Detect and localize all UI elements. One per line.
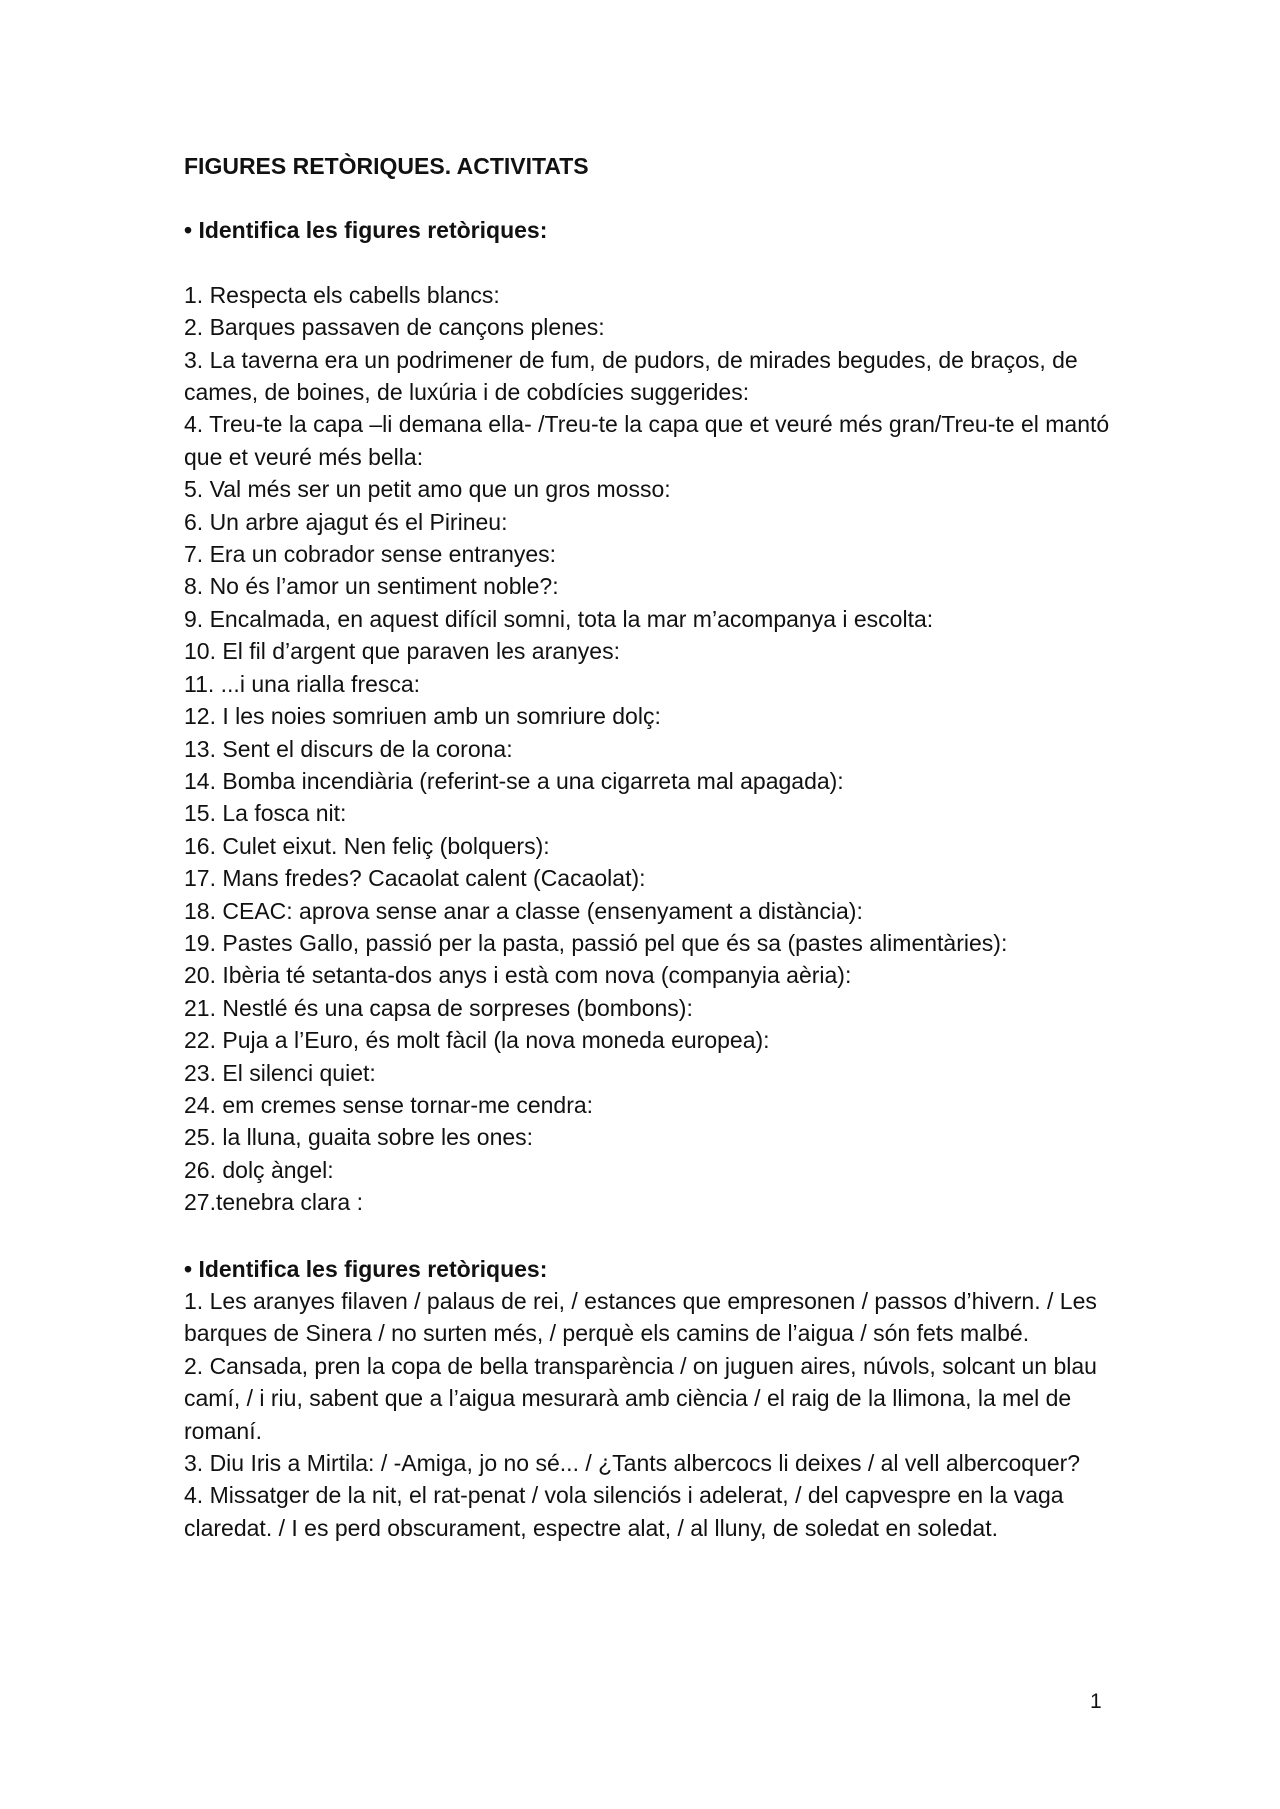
list-item: 6. Un arbre ajagut és el Pirineu: xyxy=(184,508,508,535)
section-1 xyxy=(184,214,1124,1218)
list-item: 25. la lluna, guaita sobre les ones: xyxy=(184,1124,534,1151)
list-item: 24. em cremes sense tornar-me cendra: xyxy=(184,1091,594,1118)
list-item: 2. Cansada, pren la copa de bella transparència / on juguen aires, núvols, solcant un blau camí, / i riu, sabent que a l’aigua mesurarà amb ciència / el raig de la llimona, la mel de romaní. xyxy=(184,1352,1097,1444)
list-item: 21. Nestlé és una capsa de sorpreses (bombons): xyxy=(184,994,693,1021)
list-item: 8. No és l’amor un sentiment noble?: xyxy=(184,573,559,600)
section-2-heading: • Identifica les figures retòriques: xyxy=(184,1255,548,1282)
list-item: 14. Bomba incendiària (referint-se a una cigarreta mal apagada): xyxy=(184,767,844,794)
page-number: 1 xyxy=(1090,1690,1102,1713)
list-item: 1. Les aranyes filaven / palaus de rei, / estances que empresonen / passos d’hivern. / Les barques de Sinera / no surten més, / perquè els camins de l’aigua / són fets malbé. xyxy=(184,1288,1097,1347)
list-item: 18. CEAC: aprova sense anar a classe (ensenyament a distància): xyxy=(184,897,863,924)
document-title: FIGURES RETÒRIQUES. ACTIVITATS xyxy=(184,153,589,179)
list-item: 3. La taverna era un podrimener de fum, de pudors, de mirades begudes, de braços, de cames, de boines, de luxúria i de cobdícies suggerides: xyxy=(184,346,1078,406)
list-item: 19. Pastes Gallo, passió per la pasta, passió pel que és sa (pastes alimentàries): xyxy=(184,929,1008,956)
document-page xyxy=(184,150,1124,1544)
list-item: 13. Sent el discurs de la corona: xyxy=(184,735,513,762)
list-item: 27.tenebra clara : xyxy=(184,1189,364,1216)
section-1-heading: • Identifica les figures retòriques: xyxy=(184,217,548,244)
list-item: 16. Culet eixut. Nen feliç (bolquers): xyxy=(184,832,550,859)
list-item: 23. El silenci quiet: xyxy=(184,1059,376,1086)
list-item: 3. Diu Iris a Mirtila: / -Amiga, jo no sé... / ¿Tants albercocs li deixes / al vell albercoquer? xyxy=(184,1450,1081,1477)
list-item: 12. I les noies somriuen amb un somriure dolç: xyxy=(184,703,661,730)
list-item: 9. Encalmada, en aquest difícil somni, tota la mar m’acompanya i escolta: xyxy=(184,605,934,632)
list-item: 26. dolç àngel: xyxy=(184,1156,334,1183)
list-item: 1. Respecta els cabells blancs: xyxy=(184,281,500,308)
list-item: 20. Ibèria té setanta-dos anys i està com nova (companyia aèria): xyxy=(184,962,852,989)
list-item: 5. Val més ser un petit amo que un gros mosso: xyxy=(184,476,671,503)
list-item: 7. Era un cobrador sense entranyes: xyxy=(184,541,557,568)
list-item: 4. Treu-te la capa –li demana ella- /Treu-te la capa que et veuré més gran/Treu-te el mantó que et veuré més bella: xyxy=(184,411,1110,470)
list-item: 11. ...i una rialla fresca: xyxy=(184,670,421,697)
list-item: 22. Puja a l’Euro, és molt fàcil (la nova moneda europea): xyxy=(184,1027,770,1054)
list-item: 17. Mans fredes? Cacaolat calent (Cacaolat): xyxy=(184,865,646,892)
section-2-list xyxy=(184,1285,1124,1544)
section-2 xyxy=(184,1253,1124,1545)
list-item: 15. La fosca nit: xyxy=(184,800,347,827)
section-1-list xyxy=(184,279,1124,1219)
list-item: 10. El fil d’argent que paraven les aranyes: xyxy=(184,638,620,665)
list-item: 4. Missatger de la nit, el rat-penat / vola silenciós i adelerat, / del capvespre en la vaga claredat. / I es perd obscurament, espectre alat, / al lluny, de soledat en soledat. xyxy=(184,1482,1064,1541)
list-item: 2. Barques passaven de cançons plenes: xyxy=(184,314,605,341)
